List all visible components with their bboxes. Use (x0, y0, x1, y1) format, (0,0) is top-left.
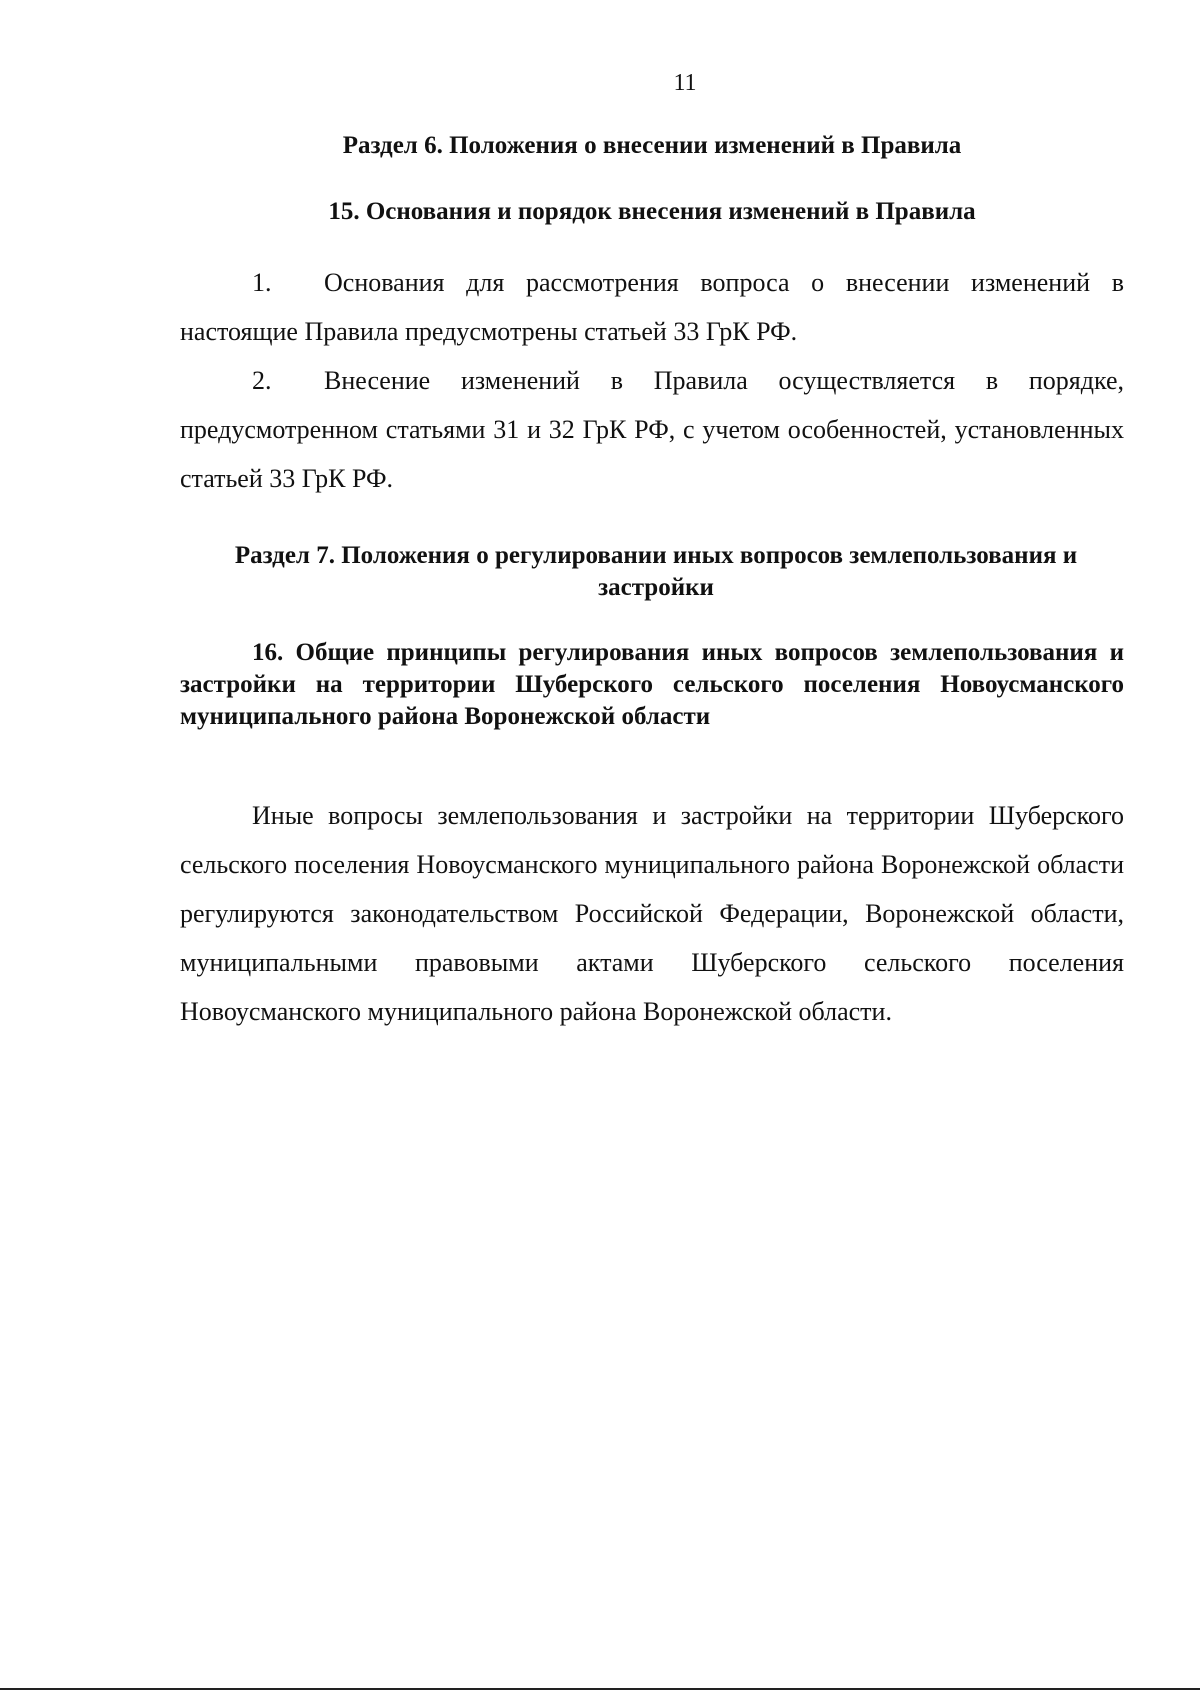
page-bottom-border (0, 1688, 1200, 1690)
article-15-heading: 15. Основания и порядок внесения изменений в Правила (328, 198, 976, 225)
section-7-heading: Раздел 7. Положения о регулировании иных вопросов землепользования и застройки (234, 542, 1078, 601)
item-text: Основания для рассмотрения вопроса о внесении изменений в настоящие Правила предусмотрены статьей 33 ГрК РФ. (180, 268, 1124, 346)
item-number: 2. (252, 366, 272, 395)
page-number: 11 (673, 70, 697, 96)
article-16-heading: 16. Общие принципы регулирования иных вопросов землепользования и застройки на территории Шуберского сельского поселения Новоусманского муниципального района Воронежской области (180, 639, 1124, 730)
item-text: Внесение изменений в Правила осуществляется в порядке, предусмотренном статьями 31 и 32 ГрК РФ, с учетом особенностей, установленных статьей 33 ГрК РФ. (180, 366, 1124, 493)
article-15-item-1 (180, 258, 1124, 356)
article-16-paragraph: Иные вопросы землепользования и застройки на территории Шуберского сельского поселения Новоусманского муниципального района Воронежской области регулируются законодательством Российской Федерации, Воронежской области, муниципальными правовыми актами Шуберского сельского поселения Новоусманского муниципального района Воронежской области. (180, 801, 1124, 1026)
item-number: 1. (252, 268, 272, 297)
section-6-heading: Раздел 6. Положения о внесении изменений в Правила (342, 132, 962, 159)
article-15-item-2 (180, 356, 1124, 503)
